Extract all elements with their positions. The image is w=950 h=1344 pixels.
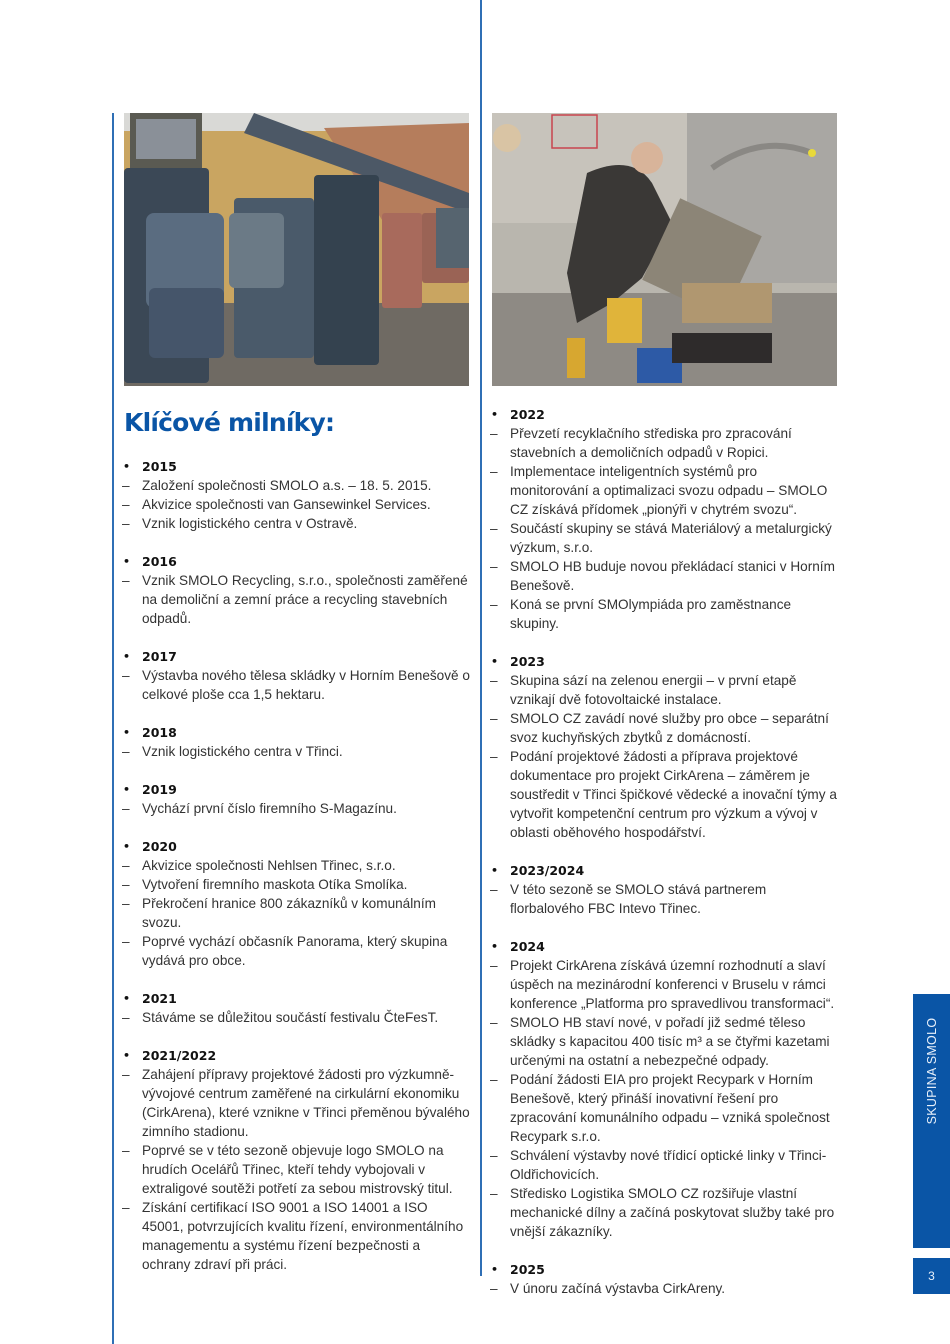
milestone-item bbox=[120, 932, 470, 970]
milestone-block bbox=[120, 837, 470, 970]
milestone-item bbox=[120, 495, 470, 514]
milestone-block bbox=[120, 457, 470, 533]
milestone-item-text: Součástí skupiny se stává Materiálový a metalurgický výzkum, s.r.o. bbox=[510, 521, 832, 555]
milestone-item bbox=[488, 747, 838, 842]
milestone-item-text: Poprvé se v této sezoně objevuje logo SMOLO na hrudích Ocelářů Třinec, kteří tehdy vybojovali v extraligové soutěži potřetí za sebou mistrovský titul. bbox=[142, 1143, 453, 1196]
milestone-year: • 2015 bbox=[120, 457, 470, 476]
milestone-item-text: Vytvoření firemního maskota Otíka Smolíka. bbox=[142, 877, 408, 892]
milestone-item bbox=[488, 424, 838, 462]
milestone-item-text: SMOLO CZ zavádí nové služby pro obce – separátní svoz kuchyňských zbytků z domácností. bbox=[510, 711, 829, 745]
milestone-item bbox=[120, 799, 470, 818]
photo-waste-bins bbox=[124, 113, 469, 386]
milestone-item-text: Založení společnosti SMOLO a.s. – 18. 5. 2015. bbox=[142, 478, 432, 493]
milestone-block bbox=[120, 989, 470, 1027]
milestone-item bbox=[488, 595, 838, 633]
milestone-item-text: Vychází první číslo firemního S-Magazínu. bbox=[142, 801, 397, 816]
milestone-item-text: Vznik logistického centra v Ostravě. bbox=[142, 516, 358, 531]
milestone-year: • 2023 bbox=[488, 652, 838, 671]
milestone-item bbox=[488, 671, 838, 709]
milestone-item-text: Výstavba nového tělesa skládky v Horním Benešově o celkové ploše cca 1,5 hektaru. bbox=[142, 668, 470, 702]
milestone-block bbox=[120, 780, 470, 818]
milestone-year: • 2020 bbox=[120, 837, 470, 856]
milestone-item bbox=[488, 1279, 838, 1298]
milestone-item-text: Schválení výstavby nové třídicí optické linky v Třinci-Oldřichovicích. bbox=[510, 1148, 827, 1182]
milestones-left-column bbox=[120, 405, 470, 1293]
milestone-item-text: Středisko Logistika SMOLO CZ rozšiřuje vlastní mechanické dílny a začíná poskytovat služby také pro vnější zákazníky. bbox=[510, 1186, 835, 1239]
milestone-block bbox=[488, 652, 838, 842]
section-heading: Klíčové milníky: bbox=[124, 408, 335, 437]
milestone-item bbox=[120, 1008, 470, 1027]
milestone-item-text: Podání projektové žádosti a příprava projektové dokumentace pro projekt CirkArena – záměrem je soustředit v Třinci špičkové vědecké a inovační týmy a vytvořit kompetenční centrum pro výzkum a vývoj v oblasti oběhového hospodářství. bbox=[510, 749, 837, 840]
section-side-tab bbox=[913, 994, 950, 1248]
milestone-item bbox=[120, 1141, 470, 1198]
milestone-block bbox=[488, 1260, 838, 1298]
milestone-list-right bbox=[488, 405, 838, 1298]
milestone-block bbox=[120, 552, 470, 628]
center-column-rule bbox=[480, 0, 482, 1276]
milestone-item-text: Zahájení přípravy projektové žádosti pro výzkumně-vývojové centrum zaměřené na cirkulární ekonomiku (CirkArena), které vznikne v Třinci přeměnou bývalého zimního stadionu. bbox=[142, 1067, 470, 1139]
side-tab-label: SKUPINA SMOLO bbox=[924, 1017, 939, 1125]
milestone-item-text: Vznik SMOLO Recycling, s.r.o., společnosti zaměřené na demoliční a zemní práce a recycling stavebních odpadů. bbox=[142, 573, 468, 626]
milestone-year: • 2018 bbox=[120, 723, 470, 742]
milestone-block bbox=[488, 861, 838, 918]
milestone-year: • 2017 bbox=[120, 647, 470, 666]
milestone-item-text: V únoru začíná výstavba CirkAreny. bbox=[510, 1281, 726, 1296]
milestone-year: • 2022 bbox=[488, 405, 838, 424]
milestone-item bbox=[488, 956, 838, 1013]
milestone-item bbox=[488, 1184, 838, 1241]
milestone-block bbox=[120, 647, 470, 704]
milestone-block bbox=[488, 405, 838, 633]
milestones-right-column bbox=[488, 405, 838, 1317]
milestone-year: • 2023/2024 bbox=[488, 861, 838, 880]
milestone-item bbox=[488, 880, 838, 918]
milestone-year: • 2021/2022 bbox=[120, 1046, 470, 1065]
milestone-item bbox=[488, 1146, 838, 1184]
milestone-item-text: Akvizice společnosti van Gansewinkel Services. bbox=[142, 497, 431, 512]
milestone-block bbox=[488, 937, 838, 1241]
milestone-list-left bbox=[120, 457, 470, 1274]
milestone-item bbox=[120, 1198, 470, 1274]
milestone-item bbox=[120, 666, 470, 704]
milestone-item bbox=[488, 709, 838, 747]
milestone-item bbox=[120, 742, 470, 761]
milestone-year: • 2016 bbox=[120, 552, 470, 571]
milestone-item-text: Stáváme se důležitou součástí festivalu ČteFesT. bbox=[142, 1010, 439, 1025]
milestone-item bbox=[120, 514, 470, 533]
milestone-item-text: Získání certifikací ISO 9001 a ISO 14001 a ISO 45001, potvrzujících kvalitu řízení, environmentálního managementu a systému řízení bezpečnosti a ochrany zdraví při práci. bbox=[142, 1200, 464, 1272]
milestone-item-text: V této sezoně se SMOLO stává partnerem florbalového FBC Intevo Třinec. bbox=[510, 882, 767, 916]
milestone-item-text: Vznik logistického centra v Třinci. bbox=[142, 744, 343, 759]
milestone-item-text: Akvizice společnosti Nehlsen Třinec, s.r.o. bbox=[142, 858, 396, 873]
left-column-rule bbox=[112, 113, 114, 1344]
milestone-item-text: Skupina sází na zelenou energii – v první etapě vznikají dvě fotovoltaické instalace. bbox=[510, 673, 797, 707]
milestone-item-text: Projekt CirkArena získává územní rozhodnutí a slaví úspěch na mezinárodní konferenci v Bruselu v rámci konference „Platforma pro spravedlivou transformaci“. bbox=[510, 958, 835, 1011]
milestone-year: • 2024 bbox=[488, 937, 838, 956]
milestone-item bbox=[120, 894, 470, 932]
page-number: 3 bbox=[913, 1258, 950, 1294]
milestone-item bbox=[488, 1013, 838, 1070]
milestone-item-text: Převzetí recyklačního střediska pro zpracování stavebních a demoličních odpadů v Ropici. bbox=[510, 426, 792, 460]
milestone-item bbox=[488, 519, 838, 557]
milestone-item-text: SMOLO HB buduje novou překládací stanici v Horním Benešově. bbox=[510, 559, 835, 593]
milestone-item-text: Překročení hranice 800 zákazníků v komunálním svozu. bbox=[142, 896, 436, 930]
milestone-item bbox=[120, 856, 470, 875]
milestone-item bbox=[120, 875, 470, 894]
milestone-item-text: SMOLO HB staví nové, v pořadí již sedmé těleso skládky s kapacitou 400 tisíc m³ a se čtyřmi kazetami určenými na ostatní a nebezpečné odpady. bbox=[510, 1015, 830, 1068]
milestone-item bbox=[120, 1065, 470, 1141]
milestone-item bbox=[488, 462, 838, 519]
milestone-item bbox=[488, 557, 838, 595]
milestone-block bbox=[120, 1046, 470, 1274]
milestone-item bbox=[488, 1070, 838, 1146]
milestone-item-text: Poprvé vychází občasník Panorama, který skupina vydává pro obce. bbox=[142, 934, 448, 968]
milestone-year: • 2025 bbox=[488, 1260, 838, 1279]
milestone-item-text: Implementace inteligentních systémů pro monitorování a optimalizaci svozu odpadu – SMOLO CZ získává přídomek „pionýři v chytrém svozu“. bbox=[510, 464, 828, 517]
milestone-item bbox=[120, 476, 470, 495]
milestone-year: • 2021 bbox=[120, 989, 470, 1008]
milestone-item-text: Koná se první SMOlympiáda pro zaměstnance skupiny. bbox=[510, 597, 792, 631]
milestone-item bbox=[120, 571, 470, 628]
milestone-item-text: Podání žádosti EIA pro projekt Recypark v Horním Benešově, který přináší inovativní řešení pro zpracování komunálního odpadu – vzniká společnost Recypark s.r.o. bbox=[510, 1072, 830, 1144]
photo-workshop-mechanic bbox=[492, 113, 837, 386]
milestone-block bbox=[120, 723, 470, 761]
milestone-year: • 2019 bbox=[120, 780, 470, 799]
